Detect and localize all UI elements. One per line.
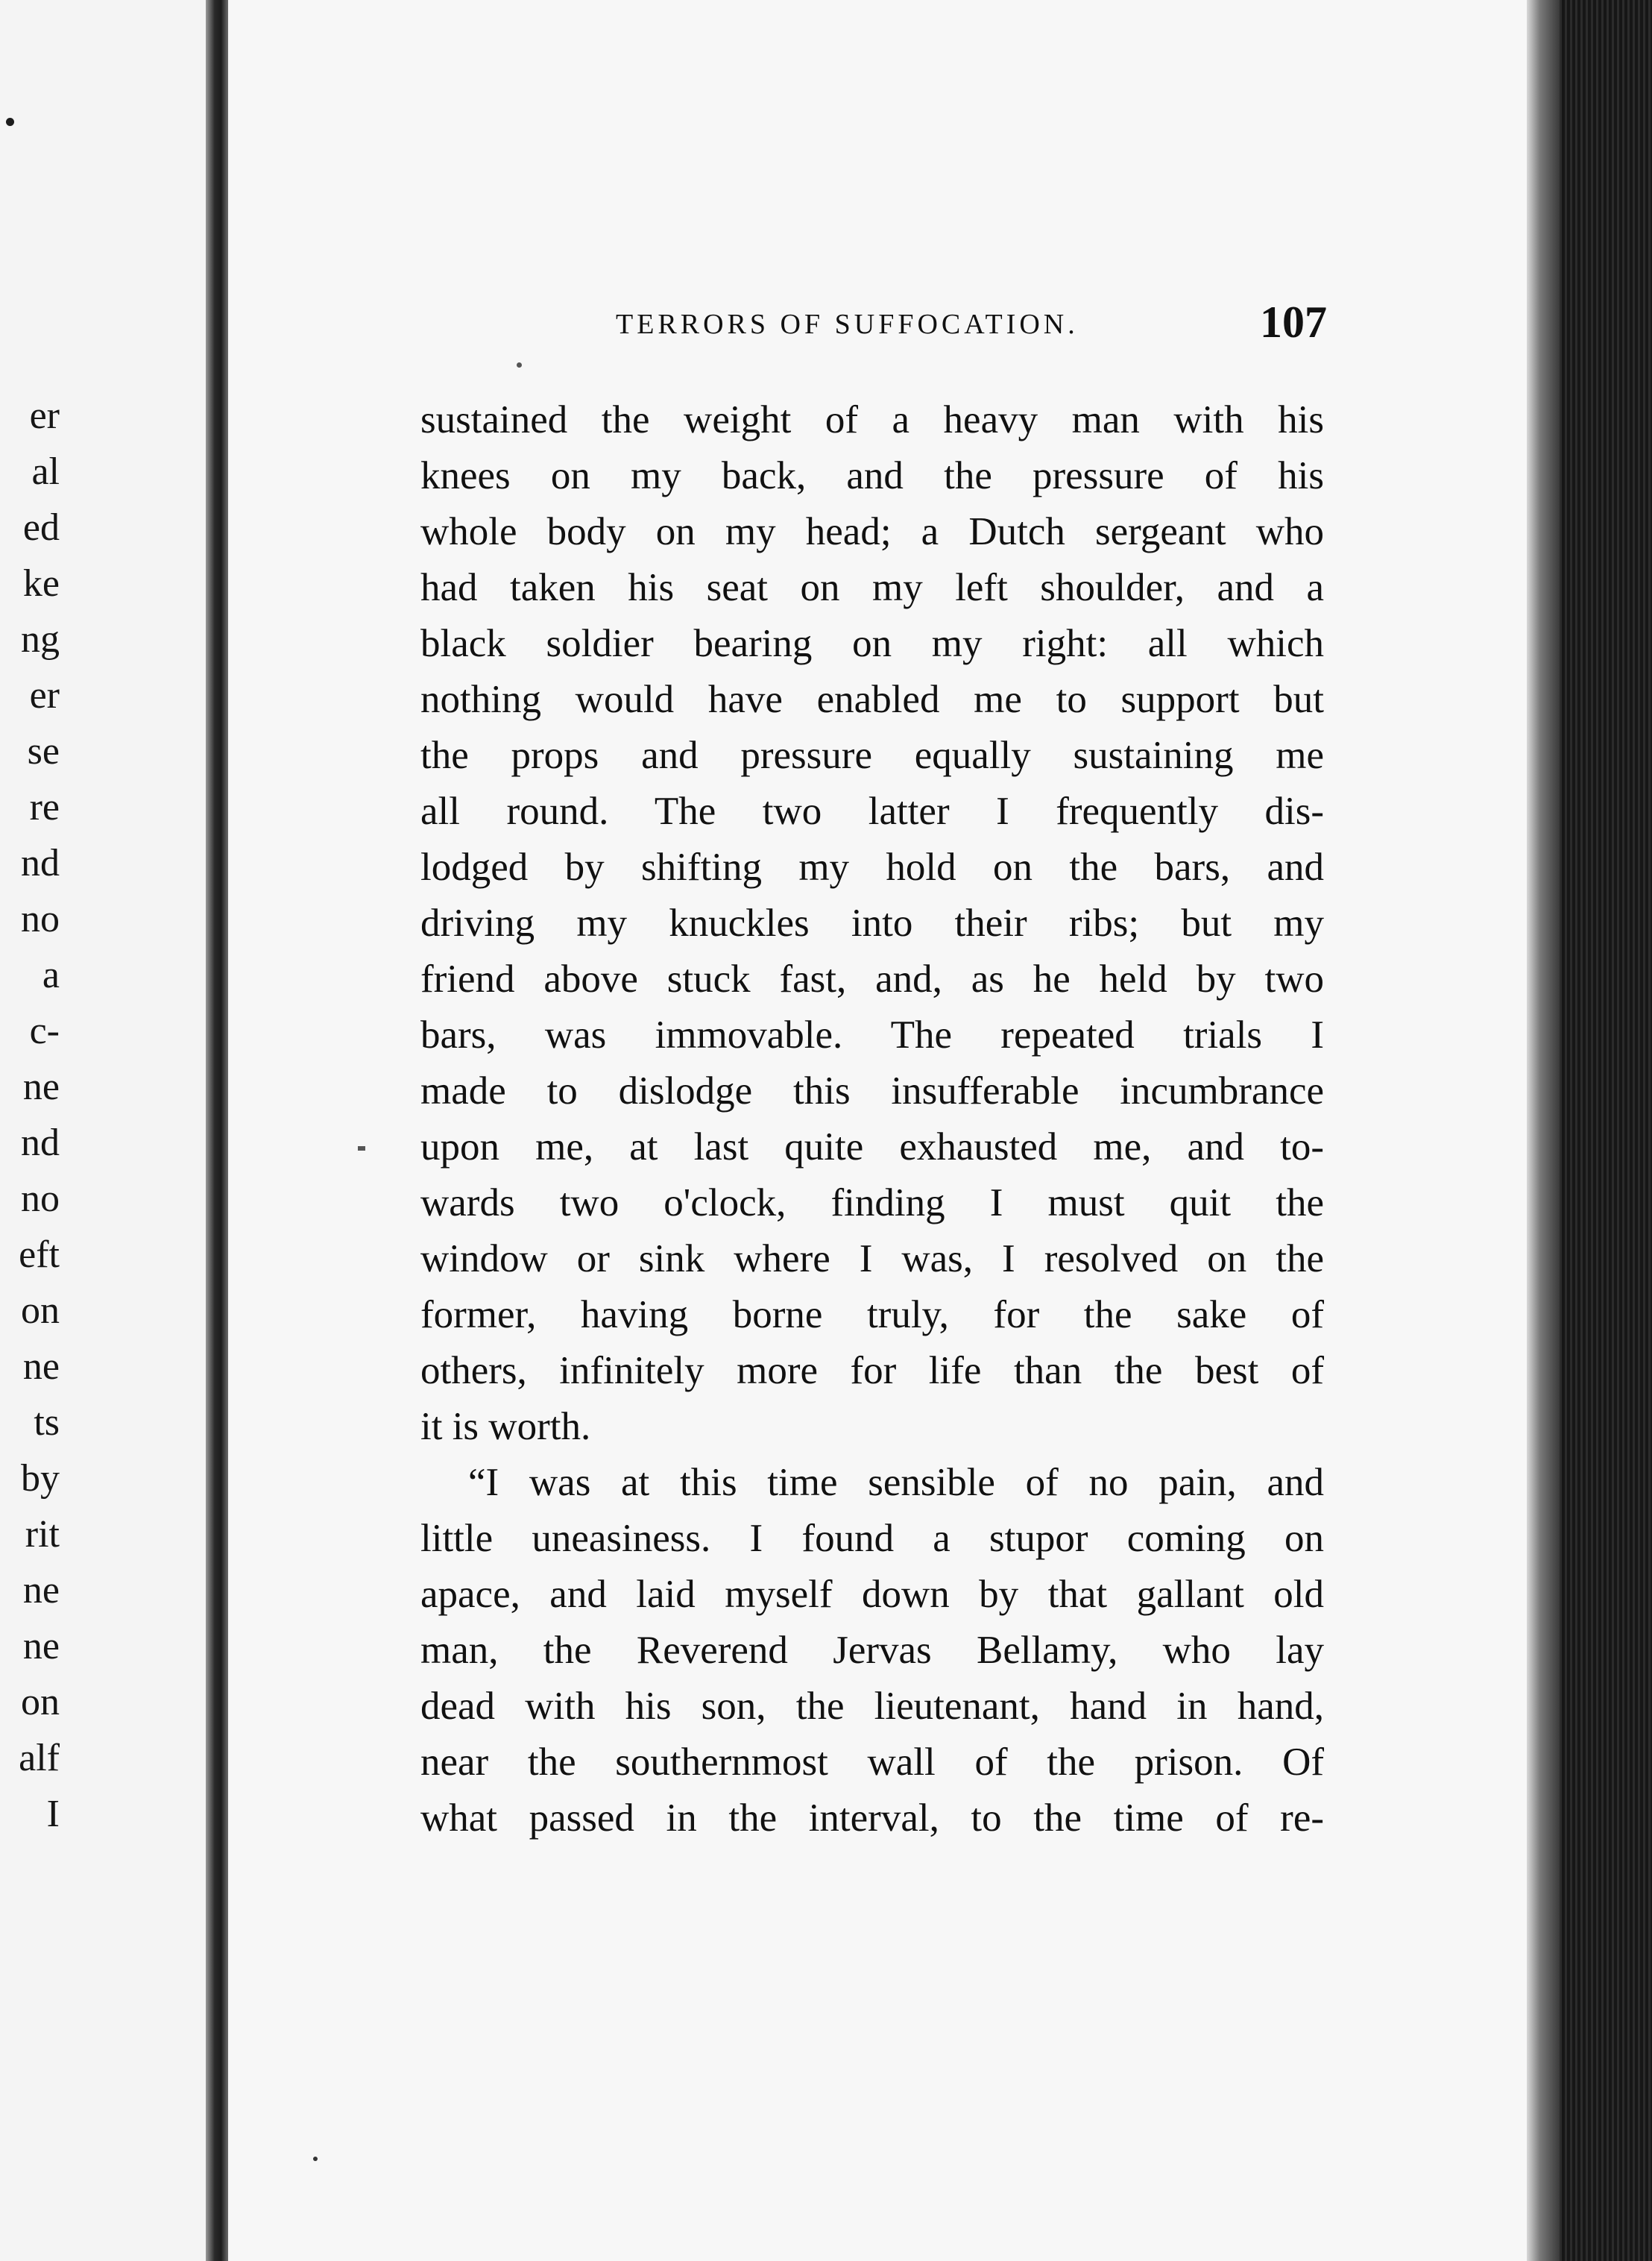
ink-speck: [6, 118, 14, 126]
ink-speck: [517, 362, 522, 368]
margin-mark: [358, 1146, 365, 1151]
text-line: driving my knuckles into their ribs; but my: [420, 902, 1324, 945]
text-line: knees on my back, and the pressure of his: [420, 454, 1324, 497]
line-fragment: ke: [22, 562, 60, 605]
ink-speck: [313, 2157, 318, 2161]
page-edge-shadow: [1527, 0, 1560, 2261]
text-line: whole body on my head; a Dutch sergeant who: [420, 510, 1324, 553]
line-fragment: nd: [21, 842, 60, 884]
text-line: all round. The two latter I frequently dis-: [420, 790, 1324, 833]
text-line: wards two o'clock, finding I must quit the: [420, 1181, 1324, 1224]
line-fragment: ne: [22, 1345, 60, 1388]
facing-page-text-fragments: [0, 388, 60, 1842]
book-gutter: [206, 0, 231, 2261]
text-line: friend above stuck fast, and, as he held by two: [420, 957, 1324, 1001]
text-line: window or sink where I was, I resolved on the: [420, 1237, 1324, 1280]
text-line: “I was at this time sensible of no pain, and: [468, 1461, 1324, 1504]
text-line: apace, and laid myself down by that gallant old: [420, 1573, 1324, 1616]
facing-page: [0, 0, 212, 2261]
text-line: little uneasiness. I found a stupor coming on: [420, 1517, 1324, 1560]
text-line: had taken his seat on my left shoulder, and a: [420, 566, 1324, 609]
line-fragment: no: [21, 1177, 60, 1220]
text-line: sustained the weight of a heavy man with his: [420, 398, 1324, 441]
line-fragment: re: [29, 786, 60, 828]
line-fragment: a: [42, 954, 60, 996]
book-page-block-edge: [1560, 0, 1652, 2261]
line-fragment: ne: [22, 1625, 60, 1667]
line-fragment: al: [31, 450, 60, 493]
line-fragment: no: [21, 898, 60, 940]
text-line: man, the Reverend Jervas Bellamy, who lay: [420, 1629, 1324, 1672]
text-line: what passed in the interval, to the time of re-: [420, 1796, 1324, 1840]
line-fragment: se: [27, 730, 60, 773]
text-line: upon me, at last quite exhausted me, and to-: [420, 1125, 1324, 1169]
line-fragment: er: [29, 674, 60, 717]
text-line: black soldier bearing on my right: all which: [420, 622, 1324, 665]
line-fragment: ts: [34, 1401, 60, 1444]
line-fragment: ng: [21, 618, 60, 661]
text-line: the props and pressure equally sustaining me: [420, 734, 1324, 777]
text-line: made to dislodge this insufferable incumbrance: [420, 1069, 1324, 1113]
text-line: nothing would have enabled me to support but: [420, 678, 1324, 721]
line-fragment: ne: [22, 1066, 60, 1108]
line-fragment: alf: [19, 1737, 60, 1779]
line-fragment: on: [21, 1681, 60, 1723]
text-line: others, infinitely more for life than the best of: [420, 1349, 1324, 1392]
page-number: 107: [1260, 298, 1327, 347]
body-text: [420, 392, 1324, 1846]
line-fragment: I: [46, 1793, 60, 1835]
line-fragment: on: [21, 1289, 60, 1332]
line-fragment: rit: [25, 1513, 60, 1556]
line-fragment: c-: [29, 1010, 60, 1052]
text-line: it is worth.: [420, 1405, 591, 1448]
line-fragment: nd: [21, 1122, 60, 1164]
text-line: former, having borne truly, for the sake of: [420, 1293, 1324, 1336]
text-line: near the southernmost wall of the prison. Of: [420, 1740, 1324, 1784]
running-head: TERRORS OF SUFFOCATION.: [616, 309, 1079, 340]
line-fragment: by: [21, 1457, 60, 1500]
text-line: lodged by shifting my hold on the bars, and: [420, 846, 1324, 889]
line-fragment: ed: [22, 506, 60, 549]
line-fragment: ne: [22, 1569, 60, 1611]
text-line: dead with his son, the lieutenant, hand in hand,: [420, 1685, 1324, 1728]
text-line: bars, was immovable. The repeated trials I: [420, 1013, 1324, 1057]
line-fragment: eft: [19, 1233, 60, 1276]
line-fragment: er: [29, 394, 60, 437]
